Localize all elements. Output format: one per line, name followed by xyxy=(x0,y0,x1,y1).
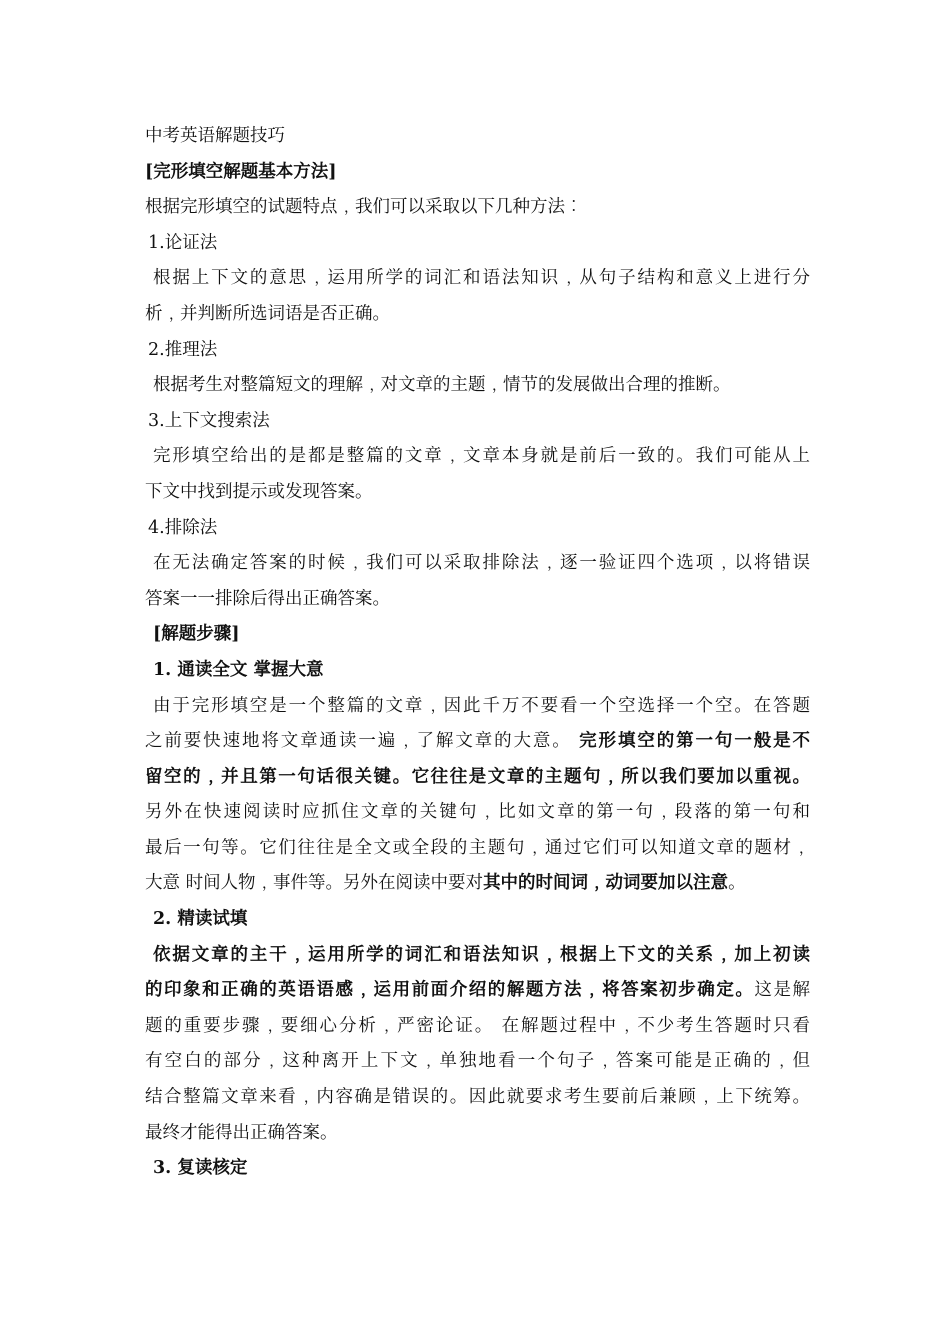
steps-heading: [解题步骤] xyxy=(153,624,240,645)
methods-intro: 根据完形填空的试题特点﹐我们可以采取以下几种方法︰ xyxy=(145,197,583,218)
method2-text-line1: 根据考生对整篇短文的理解﹐对文章的主题﹐情节的发展做出合理的推断。 xyxy=(153,375,731,396)
method2-title: 2.推理法 xyxy=(148,339,218,360)
step1-text-line2-bold: 完形填空的第一句一般是不 xyxy=(579,731,811,752)
step3-title: 3. 复读核定 xyxy=(153,1158,248,1179)
methods-heading: [完形填空解题基本方法] xyxy=(145,161,337,182)
method4-text-line2: 答案一一排除后得出正确答案。 xyxy=(145,588,390,609)
step1-text-line3: 留空的﹐并且第一句话很关键。它往往是文章的主题句﹐所以我们要加以重视。 xyxy=(145,766,810,787)
step2-text-line3: 题的重要步骤﹐要细心分析﹐严密论证。 在解题过程中﹐不少考生答题时只看 xyxy=(145,1015,810,1036)
method3-text-line2: 下文中找到提示或发现答案。 xyxy=(145,481,373,502)
step1-text-line5: 最后一句等。它们往往是全文或全段的主题句﹐通过它们可以知道文章的题材﹐ xyxy=(145,837,810,858)
step1-text-line2 xyxy=(145,724,810,760)
step2-text-line5: 结合整篇文章来看﹐内容确是错误的。因此就要求考生要前后兼顾﹐上下统筹。 xyxy=(145,1087,810,1108)
step2-text-line6: 最终才能得出正确答案。 xyxy=(145,1122,338,1143)
step2-text-line2-bold: 的印象和正确的英语语感﹐运用前面介绍的解题方法﹐将答案初步确定。 xyxy=(145,980,755,1001)
step1-text-line6-normal: 大意 时间人物﹐事件等。另外在阅读中要对 xyxy=(145,873,484,894)
method4-text-line1: 在无法确定答案的时候﹐我们可以采取排除法﹐逐一验证四个选项﹐以将错误 xyxy=(153,553,810,574)
step1-text-line4: 另外在快速阅读时应抓住文章的关键句﹐比如文章的第一句﹐段落的第一句和 xyxy=(145,802,810,823)
step1-text-line6 xyxy=(145,866,810,902)
step1-text-line6-bold: 其中的时间词﹐动词要加以注意 xyxy=(483,873,729,894)
method1-title: 1.论证法 xyxy=(148,232,218,253)
step2-text-line1: 依据文章的主干﹐运用所学的词汇和语法知识﹐根据上下文的关系﹐加上初读 xyxy=(153,944,810,965)
step1-text-line1: 由于完形填空是一个整篇的文章﹐因此千万不要看一个空选择一个空。在答题 xyxy=(153,695,810,716)
step1-text-line6-end: 。 xyxy=(728,873,746,894)
method1-text-line1: 根据上下文的意思﹐运用所学的词汇和语法知识﹐从句子结构和意义上进行分 xyxy=(153,268,810,289)
step2-text-line2 xyxy=(145,973,810,1009)
document-page xyxy=(145,119,810,1187)
method3-title: 3.上下文搜索法 xyxy=(148,410,270,431)
step2-text-line2-normal: 这是解 xyxy=(754,980,811,1001)
method3-text-line1: 完形填空给出的是都是整篇的文章﹐文章本身就是前后一致的。我们可能从上 xyxy=(153,446,810,467)
step1-title: 1. 通读全文 掌握大意 xyxy=(153,659,324,680)
step2-text-line4: 有空白的部分﹐这种离开上下文﹐单独地看一个句子﹐答案可能是正确的﹐但 xyxy=(145,1051,810,1072)
document-title: 中考英语解题技巧 xyxy=(145,126,285,146)
method4-title: 4.排除法 xyxy=(148,517,218,538)
step1-text-line2-normal: 之前要快速地将文章通读一遍﹐了解文章的大意。 xyxy=(145,731,580,752)
step2-title: 2. 精读试填 xyxy=(153,909,248,930)
method1-text-line2: 析﹐并判断所选词语是否正确。 xyxy=(145,303,390,324)
